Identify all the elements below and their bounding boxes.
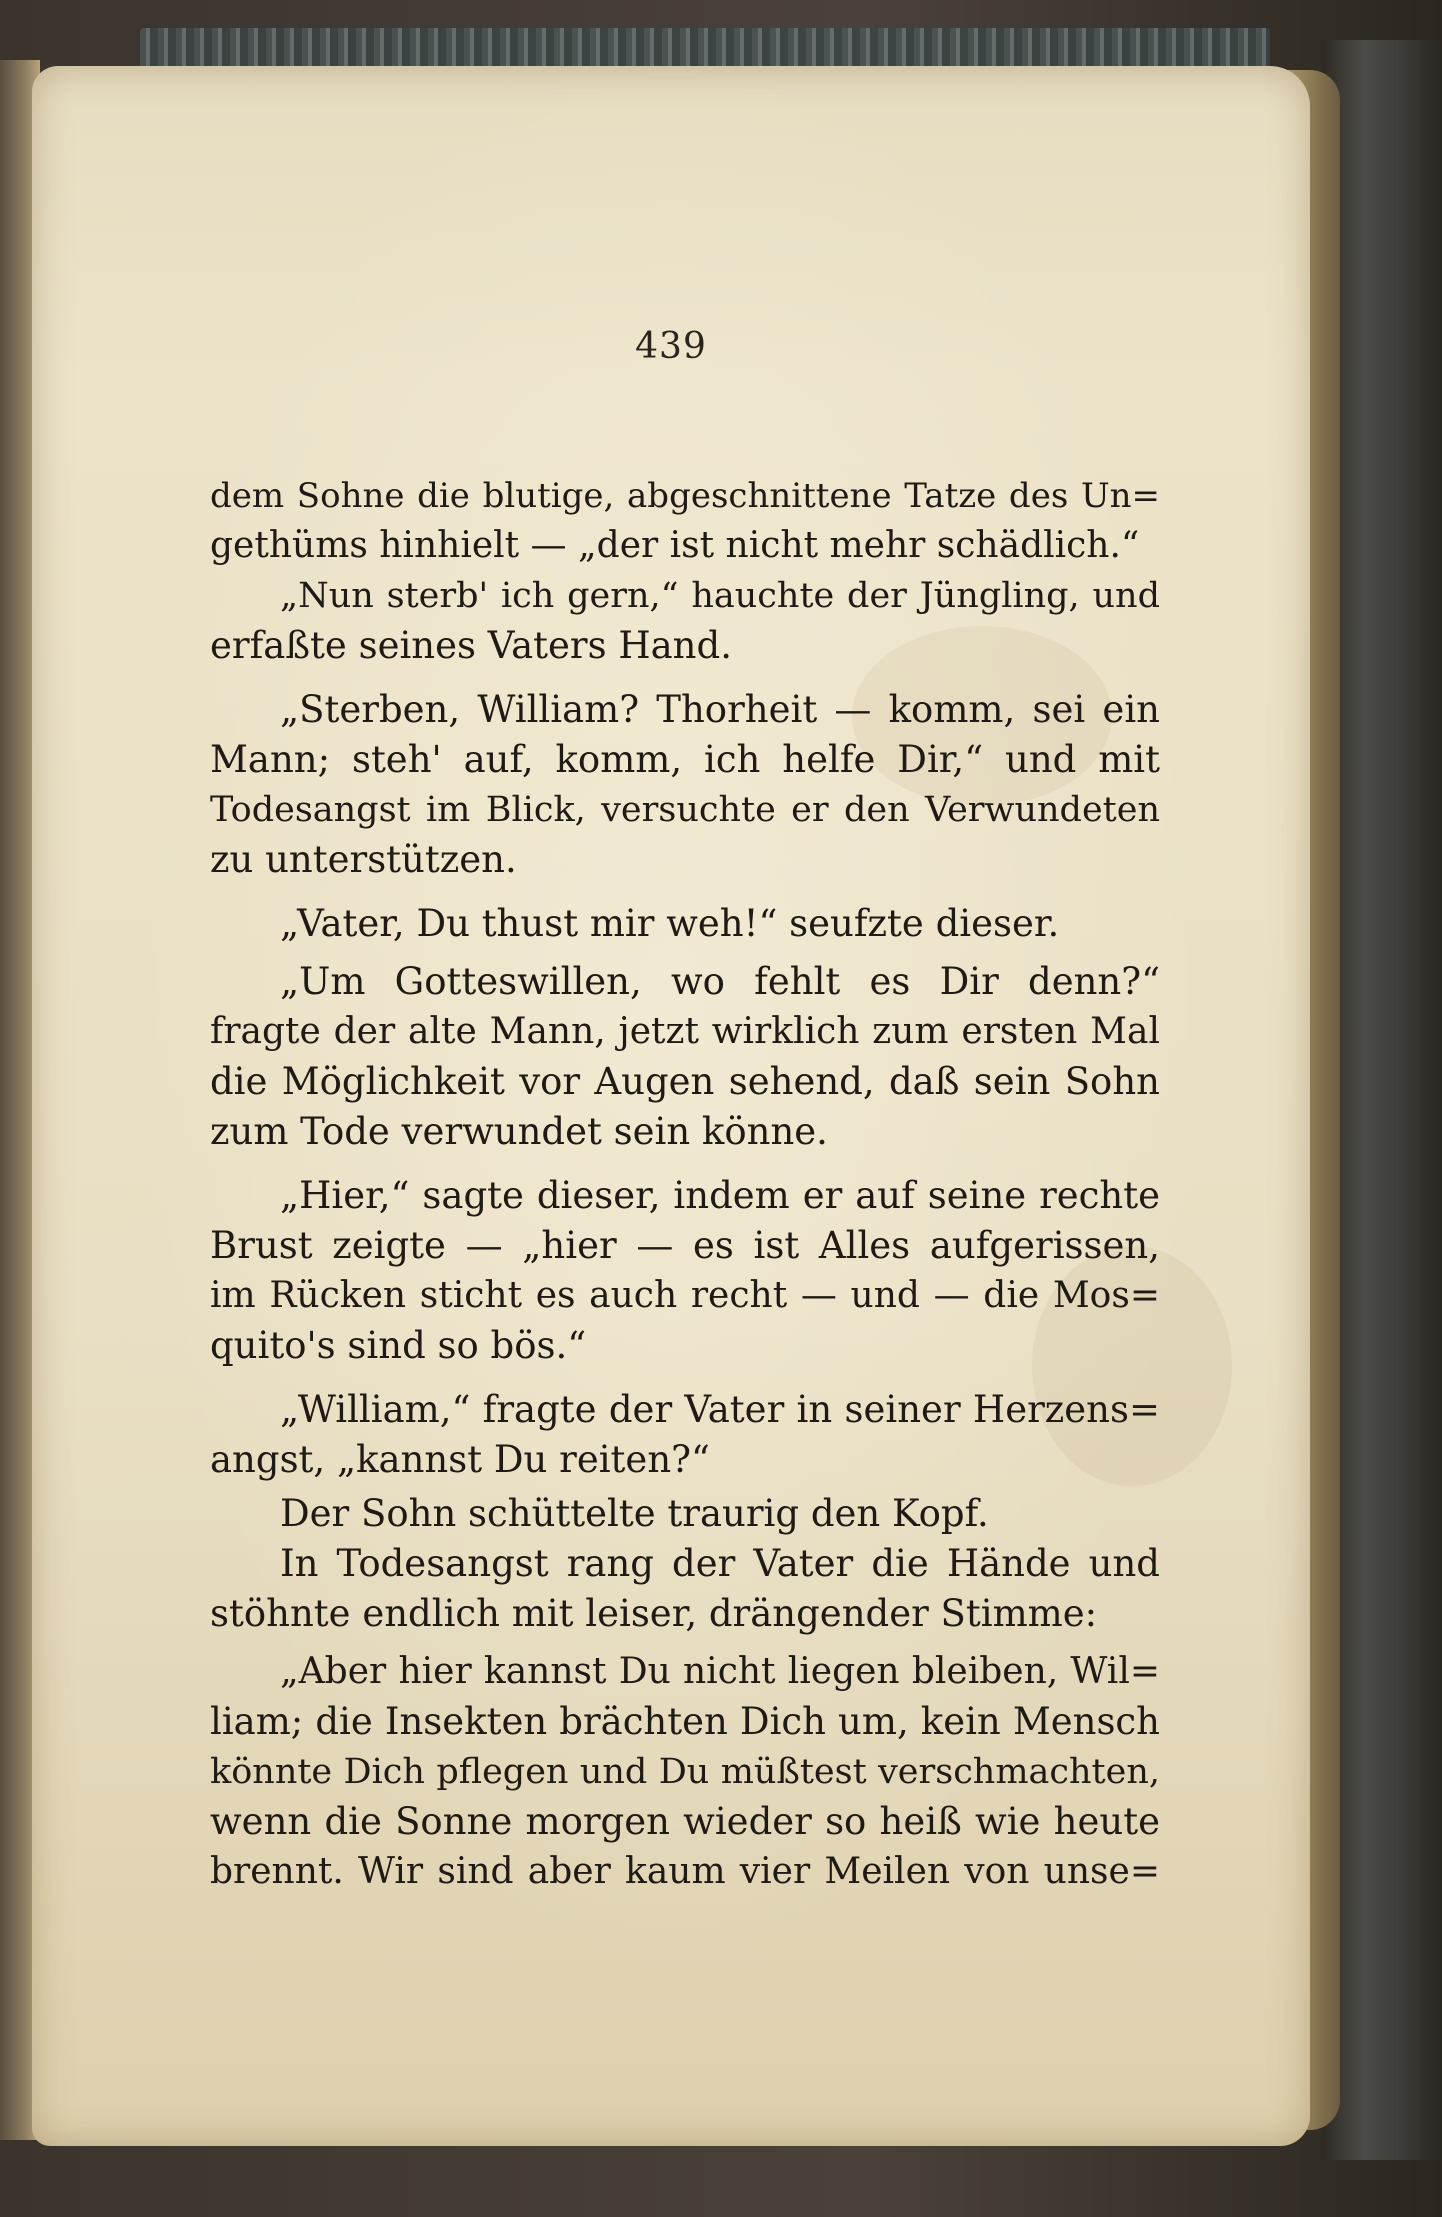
- text-line: könnte Dich pflegen und Du müßtest verschmachten,: [210, 1752, 1160, 1792]
- book-cover-right: [1322, 40, 1442, 2160]
- text-line: zum Tode verwundet sein könne.: [210, 1110, 828, 1153]
- text-line: wenn die Sonne morgen wieder so heiß wie heute: [210, 1800, 1160, 1843]
- text-line: erfaßte seines Vaters Hand.: [210, 624, 732, 667]
- text-line: im Rücken sticht es auch recht — und — die Mos=: [210, 1275, 1160, 1316]
- text-line: Der Sohn schüttelte traurig den Kopf.: [280, 1492, 989, 1535]
- text-line: Todesangst im Blick, versuchte er den Verwundeten: [210, 790, 1160, 830]
- text-line: In Todesangst rang der Vater die Hände und: [280, 1542, 1160, 1585]
- book-page: [32, 66, 1310, 2146]
- page-number: 439: [635, 326, 707, 367]
- text-line: angst, „kannst Du reiten?“: [210, 1438, 710, 1481]
- text-line: gethüms hinhielt — „der ist nicht mehr schädlich.“: [210, 525, 1140, 566]
- text-line: „Vater, Du thust mir weh!“ seufzte dieser.: [280, 902, 1060, 945]
- text-line: Brust zeigte — „hier — es ist Alles aufgerissen,: [210, 1224, 1160, 1267]
- text-line: zu unterstützen.: [210, 838, 517, 881]
- text-line: „Nun sterb' ich gern,“ hauchte der Jüngling, und: [280, 576, 1160, 616]
- text-line: „Hier,“ sagte dieser, indem er auf seine rechte: [280, 1174, 1160, 1217]
- text-line: stöhnte endlich mit leiser, drängender Stimme:: [210, 1592, 1098, 1635]
- text-line: quito's sind so bös.“: [210, 1324, 587, 1367]
- text-line: dem Sohne die blutige, abgeschnittene Tatze des Un=: [210, 476, 1160, 516]
- text-line: fragte der alte Mann, jetzt wirklich zum ersten Mal: [210, 1011, 1160, 1052]
- text-line: brennt. Wir sind aber kaum vier Meilen von unse=: [210, 1851, 1160, 1892]
- body-text: [210, 472, 1160, 1892]
- text-line: „William,“ fragte der Vater in seiner Herzens=: [280, 1388, 1160, 1431]
- text-line: die Möglichkeit vor Augen sehend, daß sein Sohn: [210, 1060, 1160, 1103]
- text-line: liam; die Insekten brächten Dich um, kein Mensch: [210, 1700, 1160, 1743]
- text-line: Mann; steh' auf, komm, ich helfe Dir,“ und mit: [210, 738, 1160, 781]
- text-line: „Um Gotteswillen, wo fehlt es Dir denn?“: [280, 960, 1160, 1003]
- text-line: „Aber hier kannst Du nicht liegen bleiben, Wil=: [280, 1651, 1160, 1692]
- text-line: „Sterben, William? Thorheit — komm, sei ein: [280, 688, 1160, 731]
